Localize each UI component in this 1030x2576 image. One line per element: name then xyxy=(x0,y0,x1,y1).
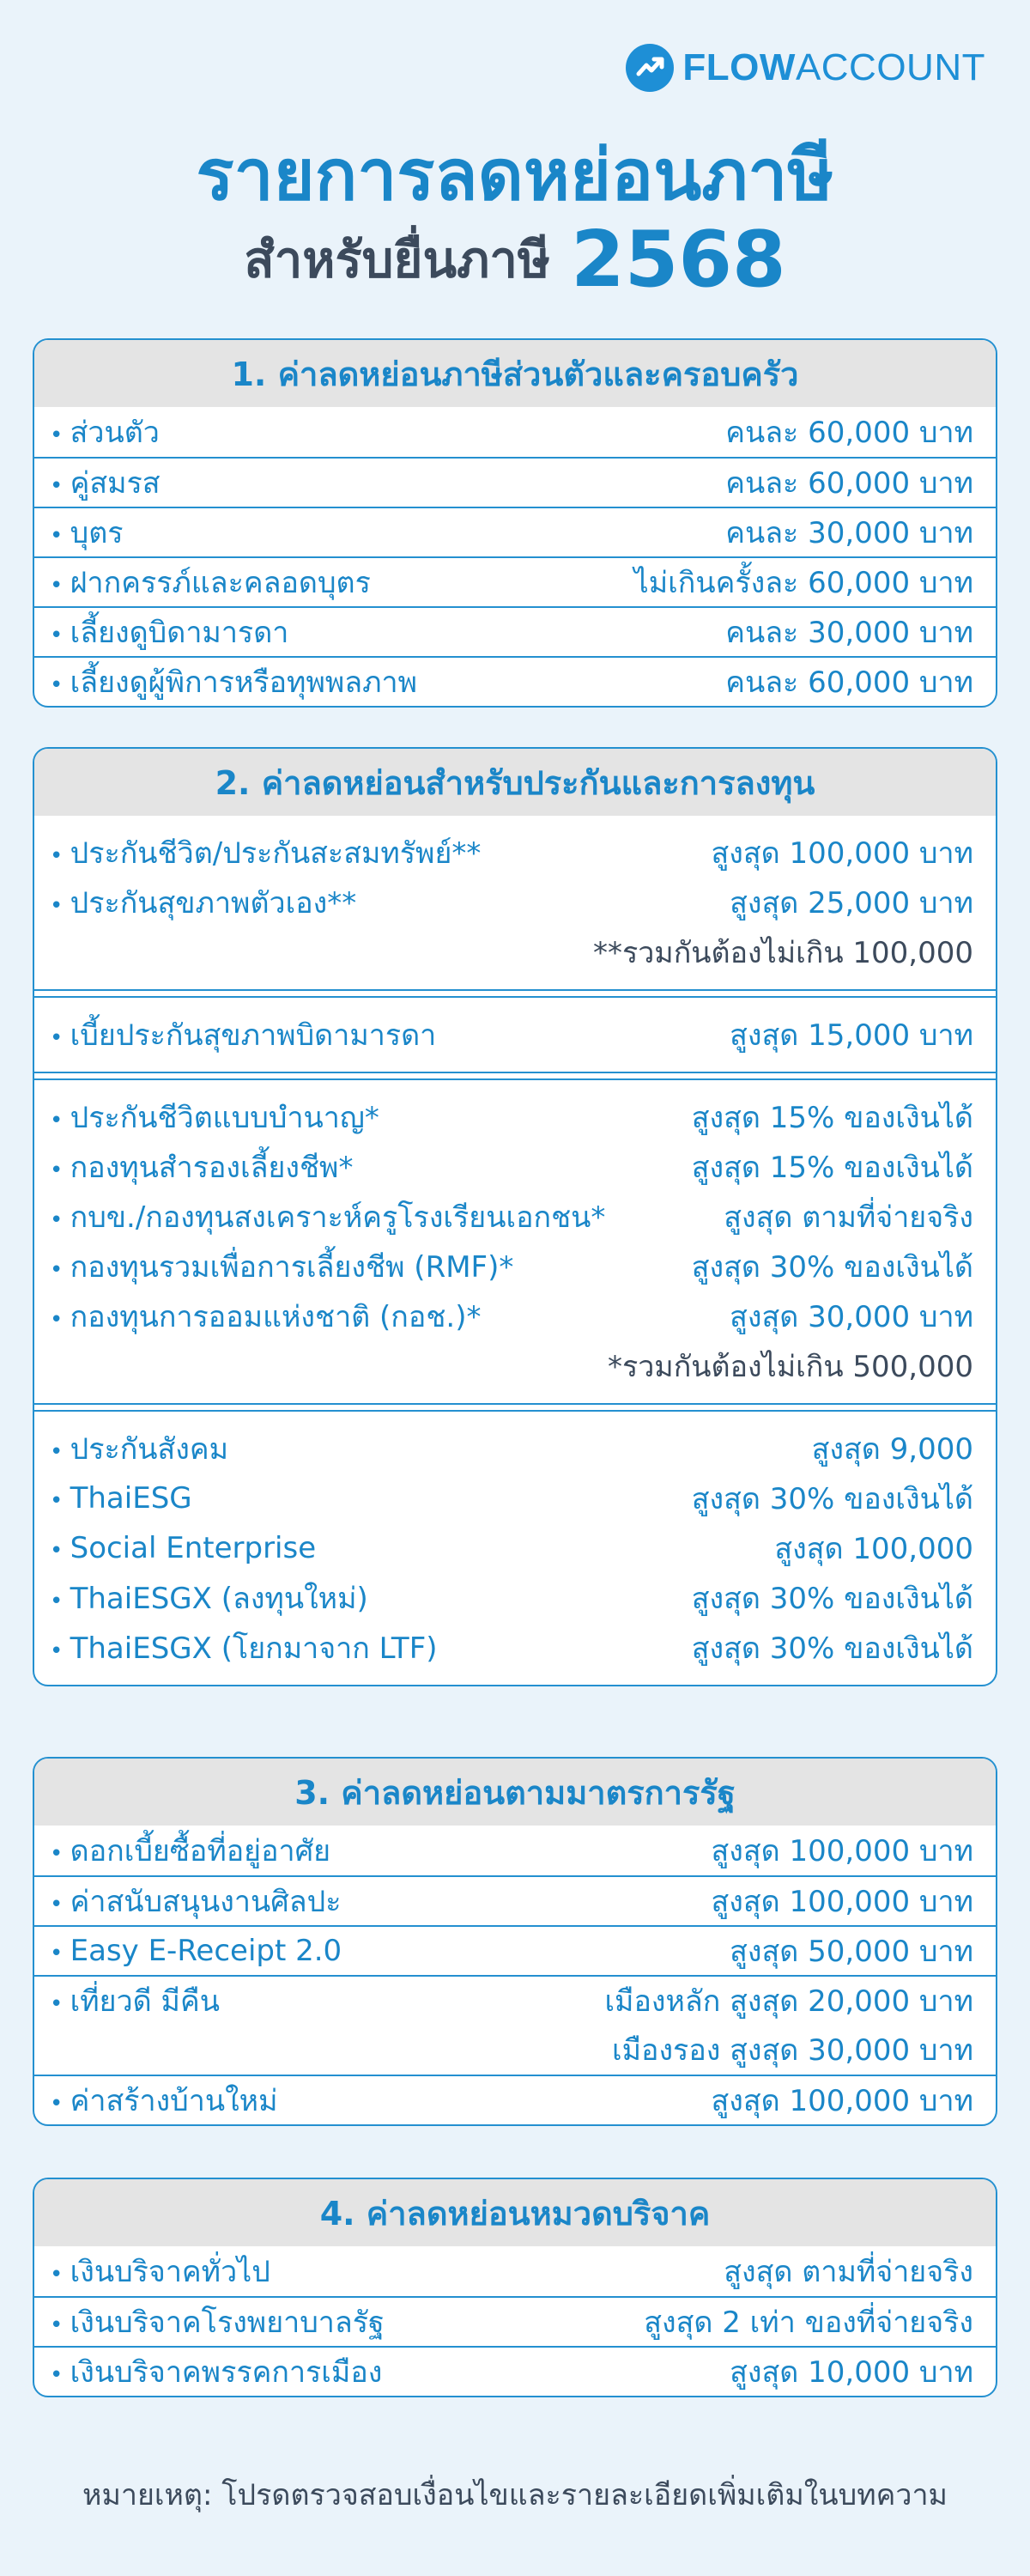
list-item: • ThaiESGX (ลงทุนใหม่) สูงสุด 30% ของเงินได้ xyxy=(34,1573,996,1623)
list-item: • เที่ยวดี มีคืน เมืองหลัก สูงสุด 20,000 บาท xyxy=(34,1975,996,2025)
list-item: • ส่วนตัว คนละ 60,000 บาท xyxy=(34,407,996,457)
section-government-measures xyxy=(33,1757,997,2126)
section-title: 2. ค่าลดหย่อนสำหรับประกันและการลงทุน xyxy=(34,749,996,816)
page-subtitle xyxy=(0,216,1030,303)
subtitle-text: สำหรับยื่นภาษี xyxy=(244,230,551,289)
divider xyxy=(34,989,996,998)
list-item: • กองทุนการออมแห่งชาติ (กอช.)* สูงสุด 30,000 บาท xyxy=(34,1291,996,1341)
list-item: • ค่าสนับสนุนงานศิลปะ สูงสุด 100,000 บาท xyxy=(34,1875,996,1925)
section-title: 4. ค่าลดหย่อนหมวดบริจาค xyxy=(34,2179,996,2246)
list-item: • เบี้ยประกันสุขภาพบิดามารดา สูงสุด 15,000 บาท xyxy=(34,1010,996,1060)
footer-note: หมายเหตุ: โปรดตรวจสอบเงื่อนไขและรายละเอียดเพิ่มเติมในบทความ xyxy=(82,2478,948,2512)
list-item: • Easy E-Receipt 2.0 สูงสุด 50,000 บาท xyxy=(34,1925,996,1975)
list-item: • เลี้ยงดูบิดามารดา คนละ 30,000 บาท xyxy=(34,606,996,656)
list-item: • ประกันสุขภาพตัวเอง** สูงสุด 25,000 บาท xyxy=(34,878,996,927)
list-item: • ประกันสังคม สูงสุด 9,000 xyxy=(34,1424,996,1473)
list-item: • เงินบริจาคโรงพยาบาลรัฐ สูงสุด 2 เท่า ของที่จ่ายจริง xyxy=(34,2296,996,2346)
section-insurance-investment xyxy=(33,747,997,1686)
page-title: รายการลดหย่อนภาษี xyxy=(196,135,834,216)
list-item: • กองทุนสำรองเลี้ยงชีพ* สูงสุด 15% ของเงินได้ xyxy=(34,1142,996,1192)
list-item: • เงินบริจาคพรรคการเมือง สูงสุด 10,000 บาท xyxy=(34,2346,996,2396)
section-personal-family xyxy=(33,338,997,708)
list-item: • ฝากครรภ์และคลอดบุตร ไม่เกินครั้งละ 60,000 บาท xyxy=(34,556,996,606)
list-item: • บุตร คนละ 30,000 บาท xyxy=(34,507,996,556)
list-item: • กบข./กองทุนสงเคราะห์ครูโรงเรียนเอกชน* สูงสุด ตามที่จ่ายจริง xyxy=(34,1192,996,1242)
list-item-continued: เมืองรอง สูงสุด 30,000 บาท xyxy=(612,2033,973,2068)
section-donations xyxy=(33,2178,997,2397)
list-item: • เงินบริจาคทั่วไป สูงสุด ตามที่จ่ายจริง xyxy=(34,2246,996,2296)
flowaccount-logo-icon xyxy=(626,44,674,92)
list-item: • ThaiESGX (โยกมาจาก LTF) สูงสุด 30% ของเงินได้ xyxy=(34,1623,996,1673)
brand-logo xyxy=(626,38,985,98)
list-item: • ประกันชีวิตแบบบำนาญ* สูงสุด 15% ของเงินได้ xyxy=(34,1092,996,1142)
list-item: • ประกันชีวิต/ประกันสะสมทรัพย์** สูงสุด 100,000 บาท xyxy=(34,828,996,878)
list-item: • เลี้ยงดูผู้พิการหรือทุพพลภาพ คนละ 60,000 บาท xyxy=(34,656,996,706)
section-title: 3. ค่าลดหย่อนตามมาตรการรัฐ xyxy=(34,1759,996,1826)
list-item: • ThaiESG สูงสุด 30% ของเงินได้ xyxy=(34,1473,996,1523)
section-title: 1. ค่าลดหย่อนภาษีส่วนตัวและครอบครัว xyxy=(34,340,996,407)
brand-name: FLOWACCOUNT xyxy=(682,46,985,88)
divider xyxy=(34,1403,996,1412)
list-item: • กองทุนรวมเพื่อการเลี้ยงชีพ (RMF)* สูงสุด 30% ของเงินได้ xyxy=(34,1242,996,1291)
list-item: • คู่สมรส คนละ 60,000 บาท xyxy=(34,457,996,507)
list-item: • ดอกเบี้ยซื้อที่อยู่อาศัย สูงสุด 100,000 บาท xyxy=(34,1826,996,1875)
divider xyxy=(34,1072,996,1080)
list-item: • ค่าสร้างบ้านใหม่ สูงสุด 100,000 บาท xyxy=(34,2075,996,2124)
list-item: • Social Enterprise สูงสุด 100,000 xyxy=(34,1523,996,1573)
tax-year: 2568 xyxy=(571,214,786,305)
group-note: *รวมกันต้องไม่เกิน 500,000 xyxy=(607,1350,973,1384)
group-note: **รวมกันต้องไม่เกิน 100,000 xyxy=(592,936,973,970)
